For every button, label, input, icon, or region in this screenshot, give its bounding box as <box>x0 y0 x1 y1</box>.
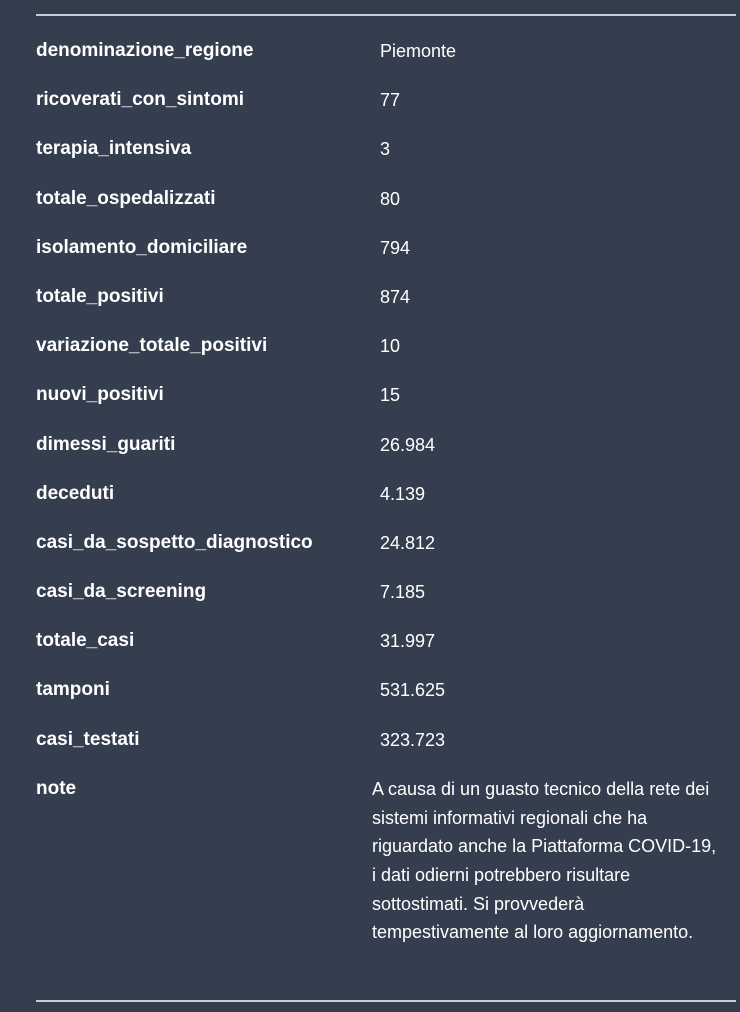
field-value: 531.625 <box>380 680 446 701</box>
field-value: 7.185 <box>380 582 426 603</box>
field-value: 323.723 <box>380 729 446 750</box>
field-name: totale_ospedalizzati <box>36 187 216 209</box>
table-row <box>36 75 736 124</box>
table-row <box>36 223 736 272</box>
region-data-table <box>36 26 736 947</box>
field-name: ricoverati_con_sintomi <box>36 89 245 111</box>
table-row-note <box>36 764 736 947</box>
table-row <box>36 567 736 616</box>
field-value: 15 <box>380 385 401 406</box>
top-divider <box>36 14 736 16</box>
field-value: 874 <box>380 286 411 307</box>
field-name: nuovi_positivi <box>36 384 164 406</box>
field-value: 80 <box>380 188 401 209</box>
field-value: 77 <box>380 90 401 111</box>
field-name: casi_da_screening <box>36 581 207 603</box>
table-row <box>36 616 736 665</box>
field-value: 24.812 <box>380 532 436 553</box>
field-value: 31.997 <box>380 631 436 652</box>
field-name: totale_casi <box>36 630 135 652</box>
field-name: isolamento_domiciliare <box>36 236 248 258</box>
field-value: 26.984 <box>380 434 436 455</box>
table-row <box>36 174 736 223</box>
table-row <box>36 518 736 567</box>
table-row <box>36 26 736 75</box>
field-name: casi_da_sospetto_diagnostico <box>36 531 313 553</box>
note-text: A causa di un guasto tecnico della rete dei sistemi informativi regionali che ha riguardato anche la Piattaforma COVID-19, i dati odierni potrebbero risultare sottostimati. Si provvederà tempestivamente al loro aggiornamento. <box>372 778 717 943</box>
field-name: denominazione_regione <box>36 40 254 61</box>
field-name: dimessi_guariti <box>36 433 176 455</box>
field-name: deceduti <box>36 482 115 504</box>
table-row <box>36 469 736 518</box>
field-value: 4.139 <box>380 483 426 504</box>
field-name: tamponi <box>36 679 110 701</box>
field-name: variazione_totale_positivi <box>36 335 268 357</box>
field-value: 10 <box>380 336 401 357</box>
field-name: totale_positivi <box>36 285 164 307</box>
field-value: 3 <box>380 139 391 160</box>
table-row <box>36 124 736 173</box>
field-name: casi_testati <box>36 728 140 750</box>
table-row <box>36 321 736 370</box>
table-row <box>36 420 736 469</box>
field-value: 794 <box>380 237 411 258</box>
field-name: terapia_intensiva <box>36 138 192 160</box>
table-row <box>36 272 736 321</box>
field-value: Piemonte <box>380 41 457 61</box>
table-row <box>36 665 736 714</box>
table-row <box>36 715 736 764</box>
bottom-divider <box>36 1000 736 1002</box>
table-row <box>36 370 736 419</box>
field-name: note <box>36 777 77 799</box>
